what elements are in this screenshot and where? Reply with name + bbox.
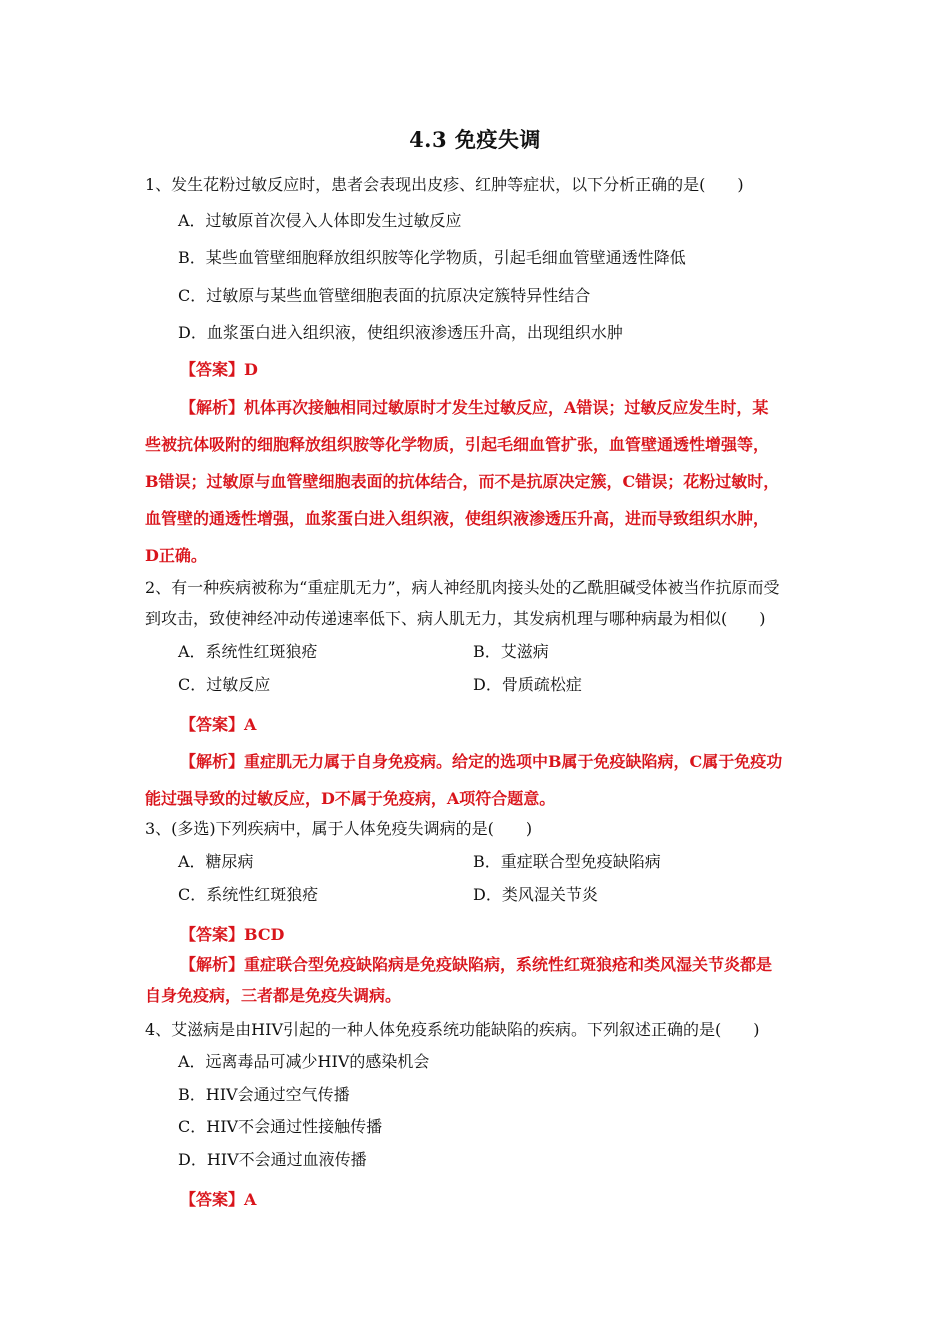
- q4-option-a: A．远离毒品可减少HIV的感染机会: [178, 1052, 430, 1071]
- q2-stem-line: 2、有一种疾病被称为“重症肌无力”，病人神经肌肉接头处的乙酰胆碱受体被当作抗原而受: [145, 578, 780, 597]
- q1-stem: 1、发生花粉过敏反应时，患者会表现出皮疹、红肿等症状，以下分析正确的是( ): [145, 175, 744, 194]
- q3-option-a: A．糖尿病: [178, 852, 254, 871]
- q1-option-a: A．过敏原首次侵入人体即发生过敏反应: [178, 211, 462, 230]
- q2-stem-line: 到攻击，致使神经冲动传递速率低下、病人肌无力，其发病机理与哪种病最为相似( ): [145, 609, 766, 628]
- q4-stem: 4、艾滋病是由HIV引起的一种人体免疫系统功能缺陷的疾病。下列叙述正确的是( ): [145, 1020, 760, 1039]
- q2-option-b: B．艾滋病: [473, 642, 549, 661]
- q3-option-c: C．系统性红斑狼疮: [178, 885, 319, 904]
- q3-option-b: B．重症联合型免疫缺陷病: [473, 852, 661, 871]
- q4-option-c: C．HIV不会通过性接触传播: [178, 1117, 383, 1136]
- q3-answer: 【答案】BCD: [180, 925, 285, 944]
- q2-answer: 【答案】A: [180, 715, 257, 734]
- q2-option-c: C．过敏反应: [178, 675, 271, 694]
- q1-answer: 【答案】D: [180, 360, 258, 379]
- q3-option-d: D．类风湿关节炎: [473, 885, 598, 904]
- q3-explanation-line: 【解析】重症联合型免疫缺陷病是免疫缺陷病，系统性红斑狼疮和类风湿关节炎都是: [180, 955, 773, 974]
- q2-option-a: A．系统性红斑狼疮: [178, 642, 318, 661]
- q3-stem: 3、(多选)下列疾病中，属于人体免疫失调病的是( ): [145, 819, 533, 838]
- q2-option-d: D．骨质疏松症: [473, 675, 582, 694]
- q3-explanation-line: 自身免疫病，三者都是免疫失调病。: [145, 986, 402, 1005]
- q1-option-b: B．某些血管壁细胞释放组织胺等化学物质，引起毛细血管壁通透性降低: [178, 248, 686, 267]
- q1-explanation-line: 【解析】机体再次接触相同过敏原时才发生过敏反应，A错误；过敏反应发生时，某: [180, 398, 769, 417]
- q4-answer: 【答案】A: [180, 1190, 257, 1209]
- q4-option-b: B．HIV会通过空气传播: [178, 1085, 350, 1104]
- q1-explanation-line: D正确。: [145, 546, 207, 565]
- q4-option-d: D．HIV不会通过血液传播: [178, 1150, 367, 1169]
- q2-explanation-line: 能过强导致的过敏反应，D不属于免疫病，A项符合题意。: [145, 789, 556, 808]
- q1-option-d: D．血浆蛋白进入组织液，使组织液渗透压升高，出现组织水肿: [178, 323, 623, 342]
- q1-explanation-line: B错误；过敏原与血管壁细胞表面的抗体结合，而不是抗原决定簇，C错误；花粉过敏时，: [145, 472, 780, 491]
- q2-explanation-line: 【解析】重症肌无力属于自身免疫病。给定的选项中B属于免疫缺陷病，C属于免疫功: [180, 752, 783, 771]
- q1-explanation-line: 血管壁的通透性增强，血浆蛋白进入组织液，使组织液渗透压升高，进而导致组织水肿，: [145, 509, 770, 528]
- q1-explanation-line: 些被抗体吸附的细胞释放组织胺等化学物质，引起毛细血管扩张，血管壁通透性增强等，: [145, 435, 770, 454]
- q1-option-c: C．过敏原与某些血管壁细胞表面的抗原决定簇特异性结合: [178, 286, 591, 305]
- page-title: 4.3 免疫失调: [409, 127, 541, 152]
